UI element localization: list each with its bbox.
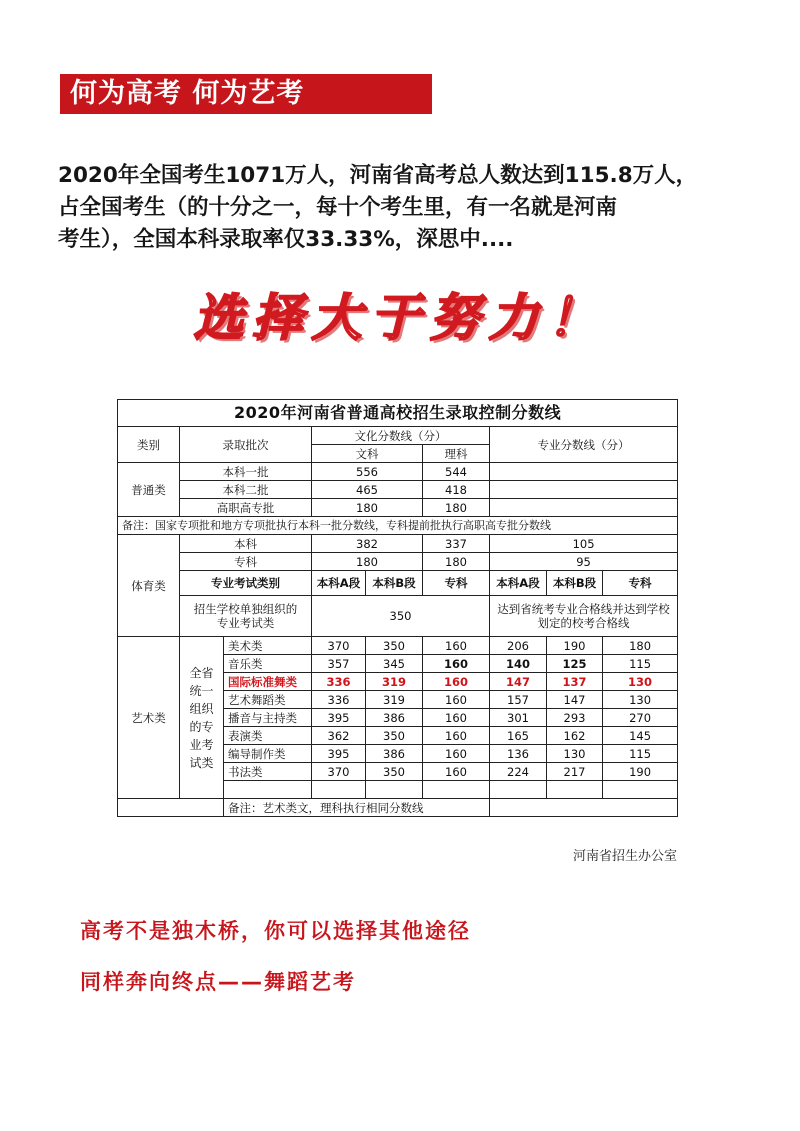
zhuan-score: 160	[423, 709, 490, 727]
zhuan-score: 160	[423, 727, 490, 745]
ben-b-score: 319	[366, 691, 423, 709]
empty-cell	[490, 499, 678, 517]
empty-cell	[490, 799, 678, 817]
pro-ben-a-score: 157	[490, 691, 547, 709]
empty-cell	[490, 481, 678, 499]
intro-line-3: 考生），全国本科录取率仅33.33%，深思中....	[58, 227, 514, 252]
header-category: 类别	[118, 427, 180, 463]
pro-zhuan-score: 130	[603, 691, 678, 709]
batch-cell: 本科	[180, 535, 312, 553]
ben-b-score: 386	[366, 709, 423, 727]
general-note: 备注：国家专项批和地方专项批执行本科一批分数线，专科提前批执行高职高专批分数线	[118, 517, 678, 535]
art-category: 书法类	[224, 763, 312, 781]
table-row	[118, 481, 678, 499]
zhuan-score: 160	[423, 637, 490, 655]
score-table-container	[117, 399, 677, 864]
batch-cell: 本科二批	[180, 481, 312, 499]
batch-cell: 本科一批	[180, 463, 312, 481]
empty-cell	[490, 781, 547, 799]
empty-cell	[547, 781, 603, 799]
liberal-score: 556	[312, 463, 423, 481]
art-category: 表演类	[224, 727, 312, 745]
banner-title: 何为高考 何为艺考	[70, 78, 305, 109]
empty-cell	[312, 781, 366, 799]
intro-paragraph	[58, 160, 763, 256]
unified-exam-label: 全省统一组织的专业考试类	[180, 637, 224, 799]
ben-a-score: 395	[312, 709, 366, 727]
zhuan-score: 160	[423, 655, 490, 673]
header-batch: 录取批次	[180, 427, 312, 463]
empty-cell	[603, 781, 678, 799]
pro-ben-a-score: 165	[490, 727, 547, 745]
pro-zhuan-score: 190	[603, 763, 678, 781]
science-score: 544	[423, 463, 490, 481]
subhead-ben-b: 本科B段	[366, 571, 423, 596]
liberal-score: 465	[312, 481, 423, 499]
pro-ben-b-score: 125	[547, 655, 603, 673]
pro-ben-a-score: 224	[490, 763, 547, 781]
school-exam-score: 350	[312, 596, 490, 637]
header-liberal: 文科	[312, 445, 423, 463]
science-score: 337	[423, 535, 490, 553]
pro-ben-b-score: 293	[547, 709, 603, 727]
empty-cell	[224, 781, 312, 799]
zhuan-score: 160	[423, 745, 490, 763]
pro-zhuan-score: 180	[603, 637, 678, 655]
pro-ben-b-score: 137	[547, 673, 603, 691]
pro-zhuan-score: 270	[603, 709, 678, 727]
pro-ben-b-score: 130	[547, 745, 603, 763]
science-score: 418	[423, 481, 490, 499]
zhuan-score: 160	[423, 691, 490, 709]
zhuan-score: 160	[423, 763, 490, 781]
intro-line-1: 2020年全国考生1071万人，河南省高考总人数达到115.8万人，	[58, 163, 698, 188]
empty-cell	[490, 463, 678, 481]
zhuan-score: 160	[423, 673, 490, 691]
empty-cell	[118, 799, 224, 817]
batch-cell: 专科	[180, 553, 312, 571]
art-category: 编导制作类	[224, 745, 312, 763]
ben-b-score: 350	[366, 763, 423, 781]
header-science: 理科	[423, 445, 490, 463]
header-pro: 专业分数线（分）	[490, 427, 678, 463]
table-row	[118, 553, 678, 571]
header-culture: 文化分数线（分）	[312, 427, 490, 445]
table-row	[118, 535, 678, 553]
art-category: 音乐类	[224, 655, 312, 673]
arts-note: 备注：艺术类文，理科执行相同分数线	[224, 799, 490, 817]
pro-zhuan-score: 115	[603, 655, 678, 673]
ben-a-score: 370	[312, 763, 366, 781]
empty-cell	[423, 781, 490, 799]
intro-line-2: 占全国考生（的十分之一，每十个考生里，有一名就是河南	[58, 195, 618, 220]
pro-ben-a-score: 140	[490, 655, 547, 673]
batch-cell: 高职高专批	[180, 499, 312, 517]
arts-label: 艺术类	[118, 637, 180, 799]
empty-cell	[366, 781, 423, 799]
table-row	[118, 596, 678, 637]
pro-ben-b-score: 162	[547, 727, 603, 745]
school-exam-cell: 招生学校单独组织的专业考试类	[180, 596, 312, 637]
table-row	[118, 463, 678, 481]
ben-b-score: 350	[366, 637, 423, 655]
pro-ben-b-score: 147	[547, 691, 603, 709]
science-score: 180	[423, 553, 490, 571]
ben-a-score: 336	[312, 673, 366, 691]
art-category: 美术类	[224, 637, 312, 655]
pro-zhuan-score: 115	[603, 745, 678, 763]
pro-ben-a-score: 136	[490, 745, 547, 763]
ben-a-score: 395	[312, 745, 366, 763]
score-table	[117, 399, 678, 817]
art-category: 国际标准舞类	[224, 673, 312, 691]
table-row	[118, 637, 678, 655]
pro-zhuan-score: 130	[603, 673, 678, 691]
table-subheader-row	[118, 571, 678, 596]
liberal-score: 180	[312, 553, 423, 571]
pro-zhuan-score: 145	[603, 727, 678, 745]
ben-b-score: 345	[366, 655, 423, 673]
school-exam-pro: 达到省统考专业合格线并达到学校划定的校考合格线	[490, 596, 678, 637]
subhead-ben-a: 本科A段	[312, 571, 366, 596]
pro-score: 95	[490, 553, 678, 571]
ben-b-score: 350	[366, 727, 423, 745]
ben-b-score: 319	[366, 673, 423, 691]
pro-ben-b-score: 217	[547, 763, 603, 781]
subhead-type: 专业考试类别	[180, 571, 312, 596]
ben-a-score: 336	[312, 691, 366, 709]
subhead-pro-ben-b: 本科B段	[547, 571, 603, 596]
art-category: 艺术舞蹈类	[224, 691, 312, 709]
subhead-zhuan: 专科	[423, 571, 490, 596]
pro-ben-b-score: 190	[547, 637, 603, 655]
subhead-pro-ben-a: 本科A段	[490, 571, 547, 596]
ben-a-score: 370	[312, 637, 366, 655]
table-source: 河南省招生办公室	[572, 849, 677, 864]
science-score: 180	[423, 499, 490, 517]
table-title: 2020年河南省普通高校招生录取控制分数线	[118, 400, 678, 427]
pro-ben-a-score: 301	[490, 709, 547, 727]
pro-score: 105	[490, 535, 678, 553]
slogan-headline: 选择大于努力！	[193, 288, 607, 347]
pro-ben-a-score: 206	[490, 637, 547, 655]
pro-ben-a-score: 147	[490, 673, 547, 691]
ben-a-score: 362	[312, 727, 366, 745]
ben-a-score: 357	[312, 655, 366, 673]
general-label: 普通类	[118, 463, 180, 517]
footer-line-2: 同样奔向终点——舞蹈艺考	[80, 970, 356, 994]
art-category: 播音与主持类	[224, 709, 312, 727]
ben-b-score: 386	[366, 745, 423, 763]
subhead-pro-zhuan: 专科	[603, 571, 678, 596]
liberal-score: 180	[312, 499, 423, 517]
section-banner	[60, 74, 432, 114]
sports-label: 体育类	[118, 535, 180, 637]
footer-line-1: 高考不是独木桥，你可以选择其他途径	[80, 919, 471, 943]
table-row	[118, 499, 678, 517]
liberal-score: 382	[312, 535, 423, 553]
